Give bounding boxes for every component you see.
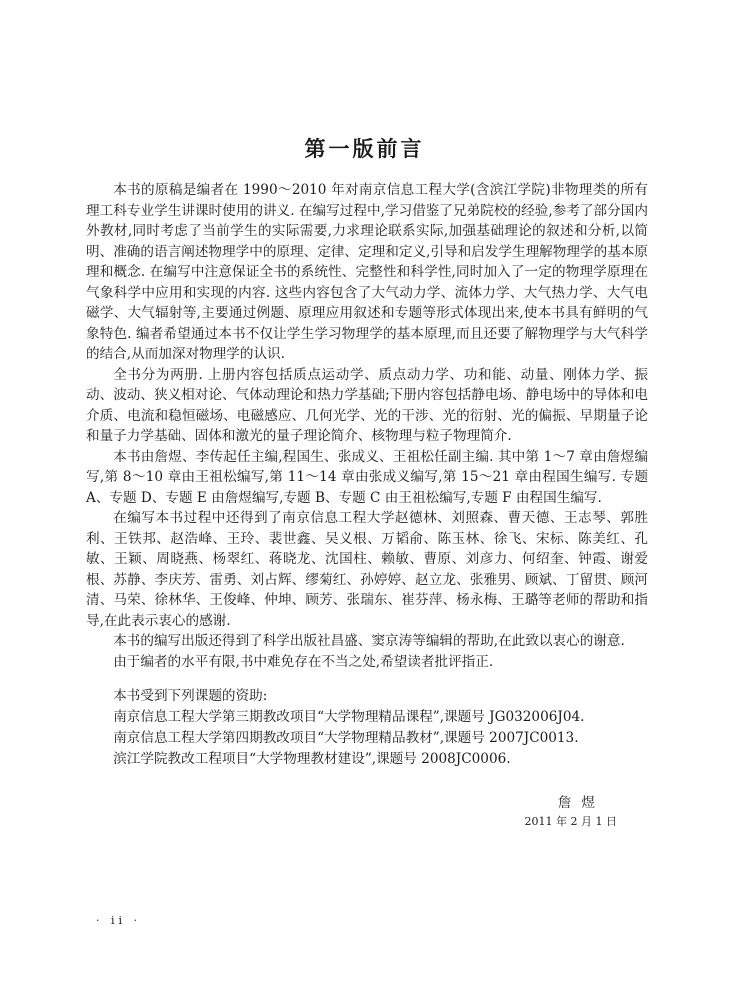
funding-item: 滨江学院教改工程项目“大学物理教材建设”,课题号 2008JC0006. <box>113 751 511 767</box>
signature-date: 2011 年 2 月 1 日 <box>524 815 617 828</box>
paragraph-origin: 本书的原稿是编者在 1990～2010 年对南京信息工程大学(含滨江学院)非物理类的所有理工科专业学生讲课时使用的讲义. 在编写过程中,学习借鉴了兄弟院校的经验,参考了部分国内外教材,同时考虑了当前学生的实际需要,力求理论联系实际,加强基础理论的叙述和分析,以简明、准确的语言阐述物理学中的原理、定律、定理和定义,引导和启发学生理解物理学的基本原理和概念. 在编写中注意保证全书的系统性、完整性和科学性,同时加入了一定的物理学原理在气象科学中应用和实现的内容. 这些内容包含了大气动力学、流体力学、大气热力学、大气电磁学、大气辐射等,主要通过例题、原理应用叙述和专题等形式体现出来,使本书具有鲜明的气象特色. 编者希望通过本书不仅让学生学习物理学的基本原理,而且还要了解物理学与大气科学的结合,从而加深对物理学的认识. <box>86 182 648 362</box>
funding-intro: 本书受到下列课题的资助: <box>113 688 268 704</box>
paragraph-acknowledgements: 在编写本书过程中还得到了南京信息工程大学赵德林、刘照森、曹天德、王志琴、郭胜利、王铁邦、赵浩峰、王玲、裴世鑫、吴义根、万韬俞、陈玉林、徐飞、宋标、陈美红、孔敏、王颖、周晓燕、杨翠红、蒋晓龙、沈国柱、赖敏、曹原、刘彦力、何绍奎、钟霞、谢爱根、苏静、李庆芳、雷勇、刘占辉、缪菊红、孙婷婷、赵立龙、张雅男、顾斌、丁留贯、顾河清、马荣、徐林华、王俊峰、仲坤、顾芳、张瑞东、崔芬萍、杨永梅、王璐等老师的帮助和指导,在此表示衷心的感谢. <box>86 510 648 629</box>
signature-block <box>525 793 617 831</box>
paragraph-contents: 全书分为两册. 上册内容包括质点运动学、质点动力学、功和能、动量、刚体力学、振动、波动、狭义相对论、气体动理论和热力学基础;下册内容包括静电场、静电场中的导体和电介质、电流和稳恒磁场、电磁感应、几何光学、光的干涉、光的衍射、光的偏振、早期量子论和量子力学基础、固体和激光的量子理论简介、核物理与粒子物理简介. <box>86 366 648 444</box>
funding-item: 南京信息工程大学第三期教改项目“大学物理精品课程”,课题号 JG032006J04. <box>113 709 585 725</box>
preface-body <box>86 180 648 672</box>
funding-section <box>86 686 648 770</box>
author-name: 詹煜 <box>557 795 605 811</box>
paragraph-corrections: 由于编者的水平有限,书中难免存在不当之处,希望读者批评指正. <box>113 653 494 670</box>
page-title: 第一版前言 <box>304 137 425 161</box>
page-number: · ii · <box>96 914 142 927</box>
paragraph-publisher-thanks: 本书的编写出版还得到了科学出版社昌盛、窦京涛等编辑的帮助,在此致以衷心的谢意. <box>113 633 625 649</box>
paragraph-authors: 本书由詹煜、李传起任主编,程国生、张成义、王祖松任副主编. 其中第 1～7 章由詹煜编写,第 8～10 章由王祖松编写,第 11～14 章由张成义编写,第 15～21 章由程国生编写. 专题 A、专题 D、专题 E 由詹煜编写,专题 B、专题 C 由王祖松编写,专题 F 由程国生编写. <box>86 448 648 506</box>
funding-item: 南京信息工程大学第四期教改项目“大学物理精品教材”,课题号 2007JC0013. <box>113 730 579 746</box>
